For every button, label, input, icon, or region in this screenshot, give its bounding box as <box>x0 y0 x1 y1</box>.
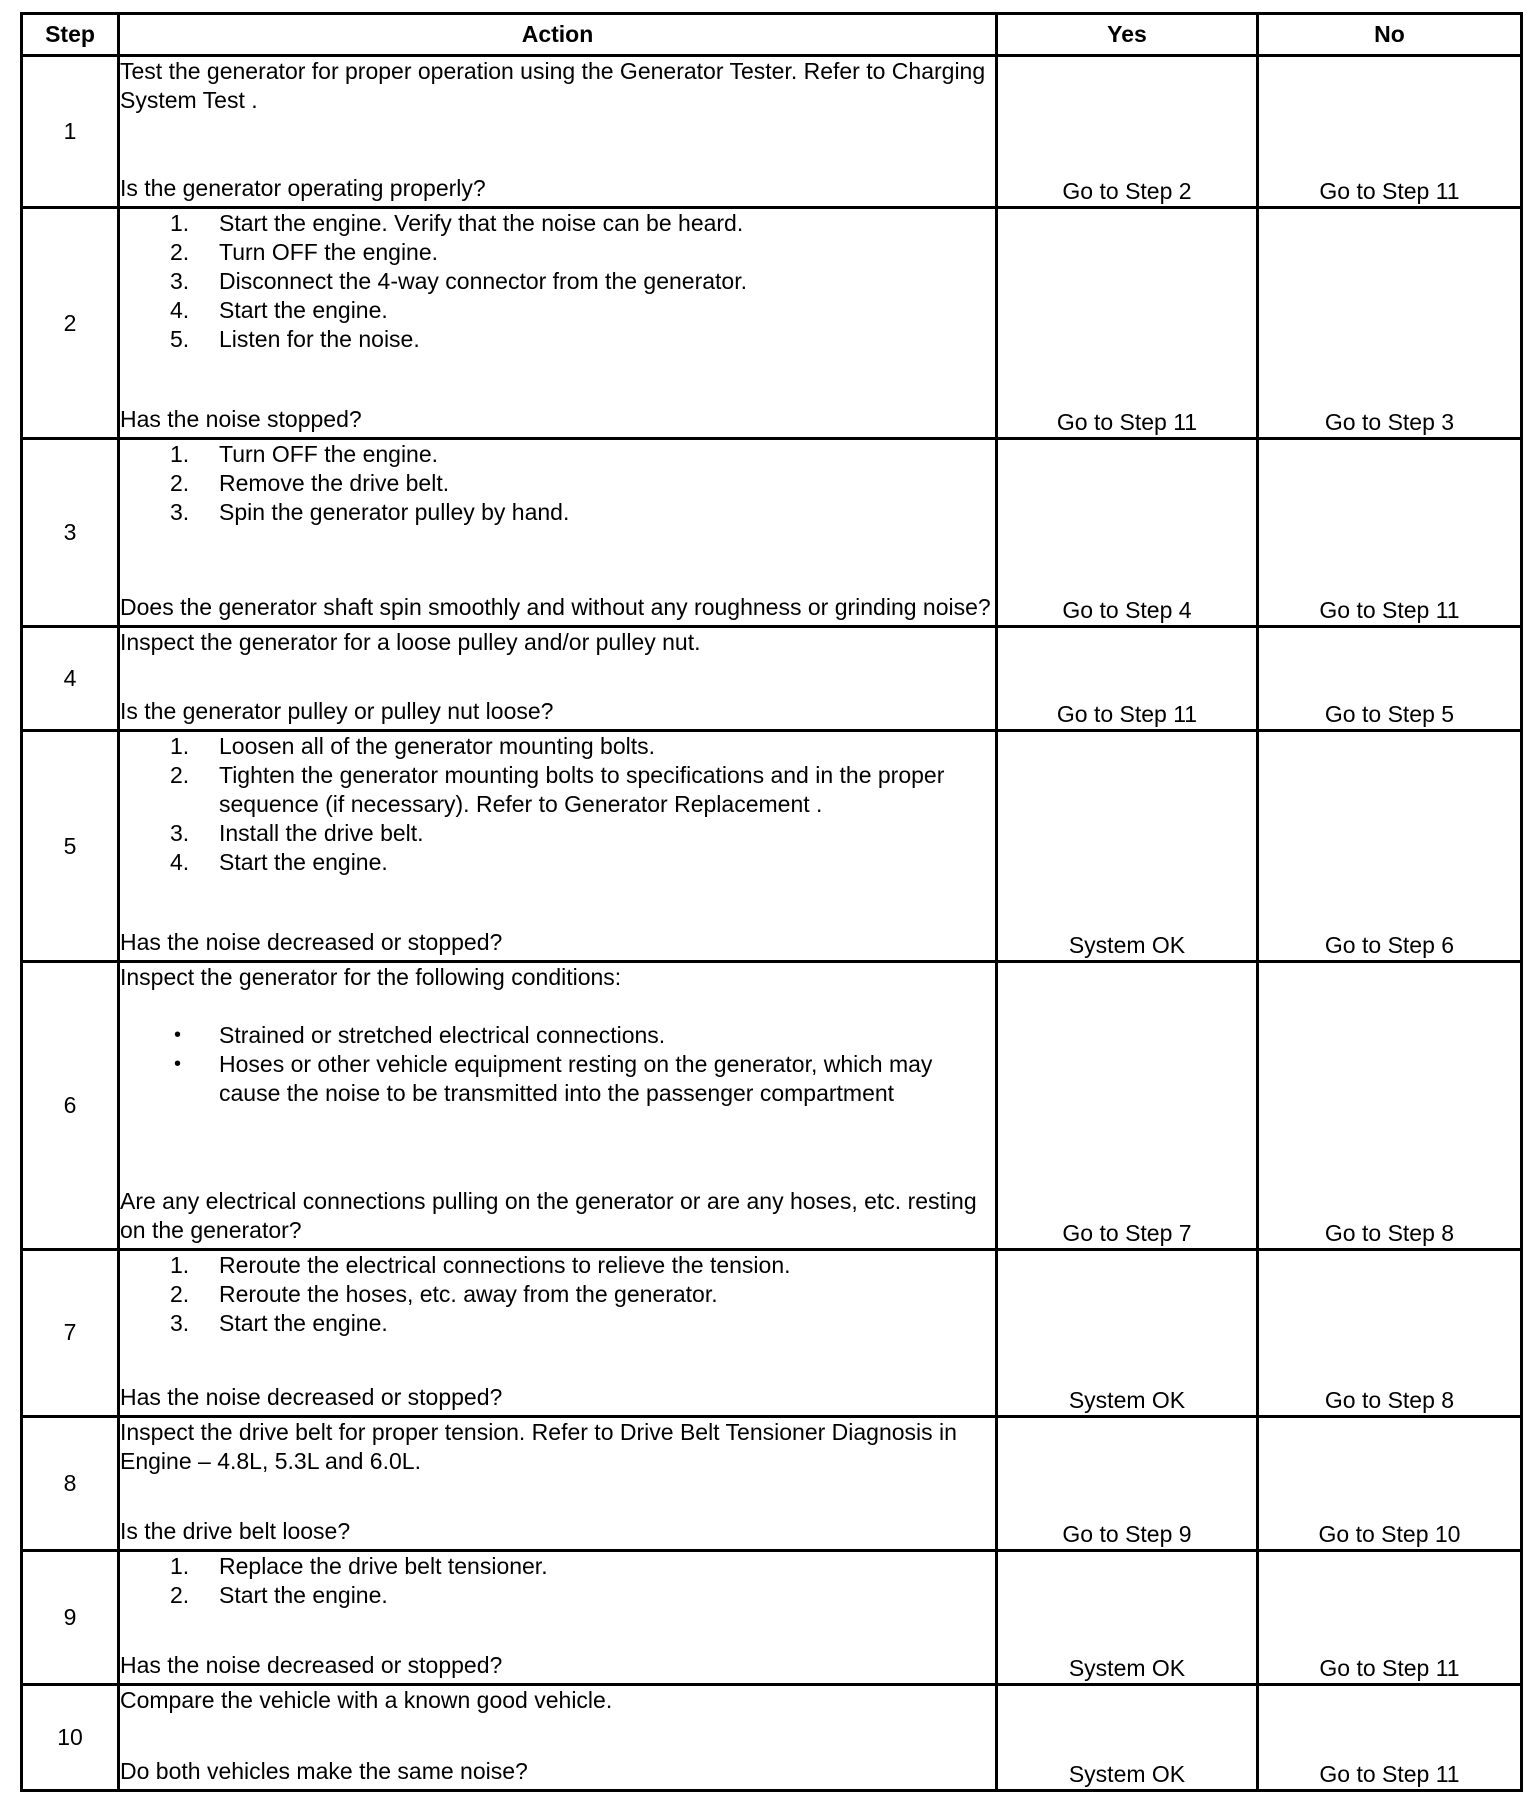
list-item <box>120 1552 995 1581</box>
header-no: No <box>1258 14 1522 56</box>
action-cell <box>119 208 997 439</box>
item-number: 2. <box>170 239 190 266</box>
list-item <box>120 761 995 819</box>
list-item <box>120 440 995 469</box>
action-cell <box>119 962 997 1250</box>
action-question: Has the noise decreased or stopped? <box>120 1652 503 1679</box>
no-result: Go to Step 6 <box>1258 731 1522 962</box>
item-number: 1. <box>170 1553 190 1580</box>
item-text: Start the engine. Verify that the noise can be heard. <box>219 210 744 237</box>
step-number: 7 <box>22 1250 119 1417</box>
list-item <box>120 296 995 325</box>
table-row <box>22 962 1522 1250</box>
action-content <box>120 1552 995 1683</box>
list-item <box>120 1021 995 1050</box>
header-action: Action <box>119 14 997 56</box>
numbered-list <box>120 1251 995 1338</box>
step-number: 6 <box>22 962 119 1250</box>
list-item <box>120 469 995 498</box>
action-question: Do both vehicles make the same noise? <box>120 1758 528 1784</box>
item-number: 2. <box>170 1582 190 1609</box>
item-number: 4. <box>170 849 190 876</box>
item-text: Start the engine. <box>219 297 388 324</box>
item-number: 1. <box>170 1252 190 1279</box>
step-number: 8 <box>22 1416 119 1550</box>
table-row <box>22 626 1522 730</box>
action-content <box>120 732 995 960</box>
item-number: 1. <box>170 733 190 760</box>
action-intro: Inspect the drive belt for proper tension. Refer to Drive Belt Tensioner Diagnosis in Engine – 4.8L, 5.3L and 6.0L. <box>120 1418 957 1474</box>
action-spacer <box>120 1108 995 1187</box>
item-text: Turn OFF the engine. <box>219 239 439 266</box>
list-item <box>120 1050 995 1108</box>
numbered-list <box>120 1552 995 1610</box>
list-item <box>120 819 995 848</box>
item-number: 2. <box>170 470 190 497</box>
list-item <box>120 1251 995 1280</box>
item-text: Loosen all of the generator mounting bolts. <box>219 733 656 760</box>
action-spacer <box>120 657 995 697</box>
list-item <box>120 1581 995 1610</box>
action-content <box>120 1251 995 1415</box>
table-row <box>22 1250 1522 1417</box>
table-row <box>22 439 1522 627</box>
action-intro: Test the generator for proper operation using the Generator Tester. Refer to Charging System Test . <box>120 58 986 113</box>
action-content <box>120 1686 995 1789</box>
action-question: Has the noise stopped? <box>120 406 362 433</box>
action-question: Is the drive belt loose? <box>120 1518 351 1545</box>
table-row <box>22 731 1522 962</box>
item-text: Tighten the generator mounting bolts to specifications and in the proper sequence (if necessary). Refer to Generator Replacement . <box>219 762 945 818</box>
action-question: Does the generator shaft spin smoothly and without any roughness or grinding noise? <box>120 593 991 620</box>
action-spacer <box>120 354 995 405</box>
list-item <box>120 238 995 267</box>
item-number: 1. <box>170 441 190 468</box>
action-cell <box>119 1250 997 1417</box>
item-text: Listen for the noise. <box>219 326 420 353</box>
bullet-list <box>120 1021 995 1108</box>
step-number: 1 <box>22 56 119 208</box>
action-cell <box>119 626 997 730</box>
action-intro: Inspect the generator for a loose pulley and/or pulley nut. <box>120 628 701 655</box>
no-result: Go to Step 5 <box>1258 626 1522 730</box>
diagnostic-table <box>20 12 1523 1792</box>
numbered-list <box>120 209 995 354</box>
action-question: Are any electrical connections pulling on the generator or are any hoses, etc. resting on the generator? <box>120 1188 977 1244</box>
list-item <box>120 1280 995 1309</box>
action-content <box>120 440 995 625</box>
list-item <box>120 325 995 354</box>
action-question: Has the noise decreased or stopped? <box>120 1383 503 1410</box>
item-text: Hoses or other vehicle equipment resting on the generator, which may cause the noise to be transmitted into the passenger compartment <box>219 1051 933 1107</box>
action-spacer <box>120 115 995 174</box>
item-number: 3. <box>170 820 190 847</box>
item-number: 3. <box>170 1310 190 1337</box>
no-result: Go to Step 11 <box>1258 439 1522 627</box>
action-cell <box>119 439 997 627</box>
no-result: Go to Step 8 <box>1258 962 1522 1250</box>
yes-result: Go to Step 4 <box>997 439 1258 627</box>
step-number: 10 <box>22 1685 119 1791</box>
action-content <box>120 628 995 729</box>
list-gap <box>120 992 995 1021</box>
action-cell <box>119 1685 997 1791</box>
yes-result: System OK <box>997 1685 1258 1791</box>
action-question: Is the generator pulley or pulley nut loose? <box>120 698 554 725</box>
action-spacer <box>120 1610 995 1651</box>
list-item <box>120 209 995 238</box>
item-number: 1. <box>170 210 190 237</box>
table-row <box>22 1551 1522 1685</box>
step-number: 2 <box>22 208 119 439</box>
bullet-marker: • <box>174 1053 182 1076</box>
item-text: Start the engine. <box>219 849 388 876</box>
action-intro: Inspect the generator for the following conditions: <box>120 964 622 991</box>
action-spacer <box>120 877 995 928</box>
yes-result: Go to Step 7 <box>997 962 1258 1250</box>
item-text: Reroute the hoses, etc. away from the generator. <box>219 1281 718 1308</box>
item-text: Replace the drive belt tensioner. <box>219 1553 548 1580</box>
action-content <box>120 209 995 437</box>
item-number: 3. <box>170 268 190 295</box>
step-number: 3 <box>22 439 119 627</box>
item-text: Remove the drive belt. <box>219 470 450 497</box>
item-text: Reroute the electrical connections to relieve the tension. <box>219 1252 791 1279</box>
table-row <box>22 1685 1522 1791</box>
action-content <box>120 1418 995 1549</box>
action-content <box>120 963 995 1248</box>
no-result: Go to Step 3 <box>1258 208 1522 439</box>
action-spacer <box>120 527 995 593</box>
header-yes: Yes <box>997 14 1258 56</box>
action-cell <box>119 1416 997 1550</box>
yes-result: System OK <box>997 1551 1258 1685</box>
action-content <box>120 57 995 206</box>
header-step: Step <box>22 14 119 56</box>
step-number: 9 <box>22 1551 119 1685</box>
yes-result: Go to Step 9 <box>997 1416 1258 1550</box>
no-result: Go to Step 11 <box>1258 1685 1522 1791</box>
item-number: 5. <box>170 326 190 353</box>
no-result: Go to Step 8 <box>1258 1250 1522 1417</box>
item-number: 2. <box>170 1281 190 1308</box>
yes-result: System OK <box>997 1250 1258 1417</box>
item-text: Start the engine. <box>219 1310 388 1337</box>
action-question: Has the noise decreased or stopped? <box>120 929 503 956</box>
item-text: Turn OFF the engine. <box>219 441 439 468</box>
item-number: 3. <box>170 499 190 526</box>
header-row <box>22 14 1522 56</box>
item-text: Disconnect the 4-way connector from the generator. <box>219 268 748 295</box>
numbered-list <box>120 732 995 877</box>
action-cell <box>119 731 997 962</box>
action-spacer <box>120 1476 995 1517</box>
numbered-list <box>120 440 995 527</box>
item-text: Install the drive belt. <box>219 820 424 847</box>
no-result: Go to Step 10 <box>1258 1416 1522 1550</box>
item-number: 4. <box>170 297 190 324</box>
yes-result: Go to Step 2 <box>997 56 1258 208</box>
item-text: Start the engine. <box>219 1582 388 1609</box>
step-number: 4 <box>22 626 119 730</box>
yes-result: Go to Step 11 <box>997 626 1258 730</box>
action-question: Is the generator operating properly? <box>120 175 486 202</box>
action-spacer <box>120 1338 995 1383</box>
yes-result: System OK <box>997 731 1258 962</box>
table-body <box>22 56 1522 1791</box>
list-item <box>120 848 995 877</box>
list-item <box>120 267 995 296</box>
list-item <box>120 1309 995 1338</box>
table-row <box>22 1416 1522 1550</box>
list-item <box>120 732 995 761</box>
table-row <box>22 208 1522 439</box>
no-result: Go to Step 11 <box>1258 56 1522 208</box>
action-spacer <box>120 1715 995 1757</box>
item-text: Strained or stretched electrical connections. <box>219 1022 666 1049</box>
item-text: Spin the generator pulley by hand. <box>219 499 570 526</box>
action-cell <box>119 1551 997 1685</box>
no-result: Go to Step 11 <box>1258 1551 1522 1685</box>
bullet-marker: • <box>174 1024 182 1047</box>
list-item <box>120 498 995 527</box>
action-cell <box>119 56 997 208</box>
action-intro: Compare the vehicle with a known good vehicle. <box>120 1687 613 1714</box>
table-row <box>22 56 1522 208</box>
step-number: 5 <box>22 731 119 962</box>
item-number: 2. <box>170 762 190 789</box>
yes-result: Go to Step 11 <box>997 208 1258 439</box>
